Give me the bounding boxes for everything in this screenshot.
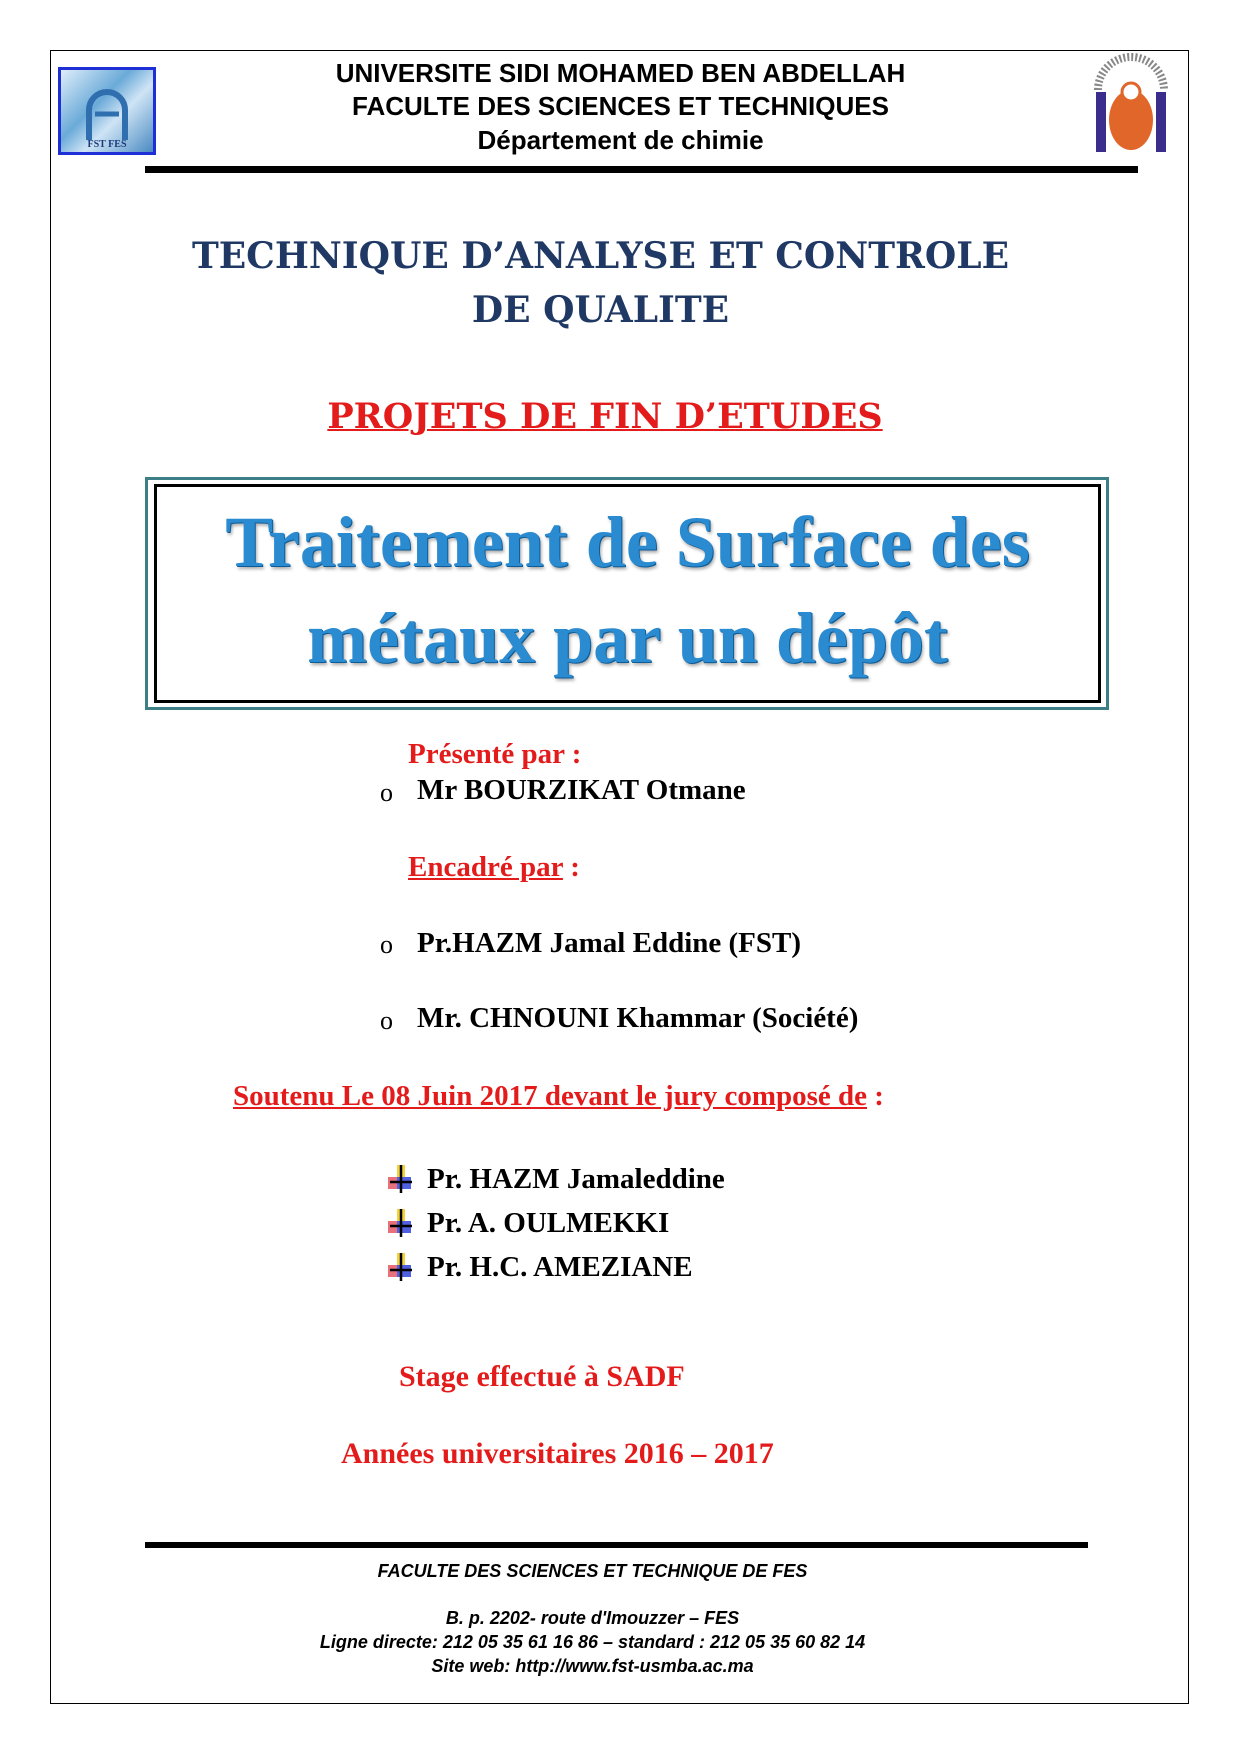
footer-phone: Ligne directe: 212 05 35 61 16 86 – standard : 212 05 35 60 82 14 [319,1632,866,1652]
footer-divider [145,1542,1088,1548]
jury-item [388,1245,725,1289]
program-title-line1: TECHNIQUE D’ANALYSE ET CONTROLE [191,235,1010,277]
defense-label: Soutenu Le 08 Juin 2017 devant le jury composé de [233,1080,868,1112]
supervisor-name: Pr.HAZM Jamal Eddine (FST) [417,927,802,959]
bullet-cross-icon [388,1253,414,1281]
defense-label-wrap [233,1080,884,1113]
supervised-by-label-wrap [408,851,580,884]
jury-list [388,1157,725,1289]
bullet-circle-icon: o [380,930,393,959]
bullet-circle-icon: o [380,1006,393,1035]
academic-year: Années universitaires 2016 – 2017 [341,1437,774,1470]
defense-colon: : [867,1080,884,1112]
supervisor-name: Mr. CHNOUNI Khammar (Société) [417,1002,859,1034]
bullet-cross-icon [388,1209,414,1237]
jury-item [388,1157,725,1201]
internship-info: Stage effectué à SADF [399,1360,685,1393]
header-divider [145,166,1138,173]
bullet-cross-icon [388,1165,414,1193]
university-name: UNIVERSITE SIDI MOHAMED BEN ABDELLAH [335,58,906,88]
presented-by-label: Présenté par : [408,738,582,770]
jury-item [388,1201,725,1245]
jury-member-name: Pr. A. OULMEKKI [427,1206,670,1239]
footer-faculty: FACULTE DES SCIENCES ET TECHNIQUE DE FES [377,1561,808,1581]
thesis-title-line1: Traitement de Surface des [225,502,1030,582]
program-title-line2: DE QUALITE [471,289,730,331]
faculty-name: FACULTE DES SCIENCES ET TECHNIQUES [352,91,889,121]
supervised-by-colon: : [562,851,580,883]
project-label: PROJETS DE FIN D’ETUDES [327,396,883,437]
supervised-by-label: Encadré par [408,851,563,883]
jury-member-name: Pr. H.C. AMEZIANE [427,1250,693,1283]
bullet-circle-icon: o [380,778,393,807]
thesis-title-line2: métaux par un dépôt [307,598,948,678]
logo-text: FST FES [87,139,127,150]
project-label-wrap [0,396,1210,437]
jury-member-name: Pr. HAZM Jamaleddine [427,1162,725,1195]
department-name: Département de chimie [477,125,764,155]
student-name: Mr BOURZIKAT Otmane [417,774,746,806]
footer-website: Site web: http://www.fst-usmba.ac.ma [431,1656,754,1676]
footer-address: B. p. 2202- route d'Imouzzer – FES [445,1608,740,1628]
